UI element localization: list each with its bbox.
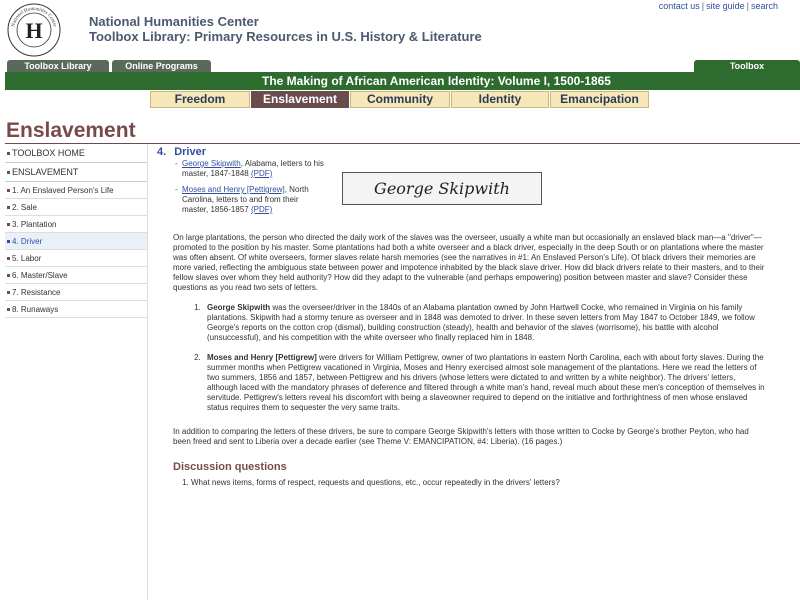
discussion-list — [191, 478, 767, 488]
sidebar-item-label: 3. Plantation — [12, 219, 57, 229]
theme-tab-enslavement[interactable]: Enslavement — [251, 91, 349, 108]
main-content — [157, 147, 777, 488]
item-text: were drivers for William Pettigrew, owner of two plantations in eastern North Carolina, each with about forty slaves. During the summer months when Pettigrew vacationed in Virginia, Moses and Henry exercised almost sole management of the plantations. Here we read the letters of two summers, 1856 and 1857, between Pettigrew and his drivers (whose letters were dictated to and written by a white neighbor). The drivers' letters, although laced with the mandatory phrases of deference and filtered through a white man's hand, reveal much about these men's conception of themselves in servitude. Pettigrew's letters reveal his discomfort with being a slaveowner required to depend on the initiative and forthrightness of men whose enslaved status requires them to sequester the very same traits. — [207, 353, 765, 412]
sidebar — [5, 144, 147, 318]
contact-link[interactable]: contact us — [658, 1, 700, 11]
bullet-icon — [7, 308, 10, 311]
sidebar-item-label: ENSLAVEMENT — [12, 167, 79, 177]
nhc-logo — [6, 2, 62, 58]
sidebar-item-plantation[interactable] — [5, 216, 147, 233]
list-item — [203, 303, 767, 343]
sidebar-item-label: 2. Sale — [12, 202, 37, 212]
svg-text:H: H — [25, 18, 43, 43]
sidebar-item-toolbox-home[interactable] — [5, 144, 147, 163]
bullet-icon — [7, 291, 10, 294]
tab-toolbox-library[interactable]: Toolbox Library — [7, 60, 109, 72]
discussion-question: 1. What news items, forms of respect, requests and questions, etc., occur repeatedly in the drivers' letters? — [191, 478, 767, 488]
sidebar-item-labor[interactable] — [5, 250, 147, 267]
pdf-link[interactable]: (PDF) — [250, 205, 273, 214]
doc-desc: , Alabama, letters to his master, 1847-1848 — [182, 159, 324, 178]
bullet-icon — [7, 171, 10, 174]
page-title: Enslavement — [6, 119, 136, 142]
signature-image: George Skipwith — [342, 172, 542, 205]
sidebar-item-label: 6. Master/Slave — [12, 270, 68, 280]
sidebar-item-label: 4. Driver — [12, 236, 43, 246]
list-item — [203, 353, 767, 413]
bullet-icon — [7, 223, 10, 226]
section-heading — [157, 147, 777, 157]
site-guide-link[interactable]: site guide — [706, 1, 745, 11]
collection-banner — [5, 72, 800, 90]
sidebar-item-enslaved-life[interactable] — [5, 182, 147, 199]
banner-title[interactable]: The Making of African American Identity: Volume I, 1500-1865 — [262, 74, 611, 88]
bullet-icon — [7, 206, 10, 209]
sidebar-item-driver[interactable] — [5, 233, 147, 250]
item-name: George Skipwith — [207, 303, 271, 312]
sidebar-item-label: TOOLBOX HOME — [12, 148, 85, 158]
tab-toolbox[interactable]: Toolbox — [694, 60, 800, 72]
sidebar-divider — [147, 144, 148, 600]
sidebar-item-label: 5. Labor — [12, 253, 42, 263]
section-title: Driver — [174, 146, 206, 158]
bullet-icon — [7, 189, 10, 192]
sidebar-item-runaways[interactable] — [5, 301, 147, 318]
doc-desc: , North Carolina, letters to and from their master, 1856-1857 — [182, 185, 309, 214]
document-list — [175, 159, 325, 215]
item-name: Moses and Henry [Pettigrew] — [207, 353, 317, 362]
pdf-link[interactable]: (PDF) — [250, 169, 273, 178]
sidebar-item-master-slave[interactable] — [5, 267, 147, 284]
bullet-icon — [7, 152, 10, 155]
site-subtitle[interactable]: Toolbox Library: Primary Resources in U.S. History & Literature — [89, 29, 482, 44]
sidebar-item-label: 7. Resistance — [12, 287, 61, 297]
intro-paragraph: On large plantations, the person who directed the daily work of the slaves was the overseer, usually a white man but occasionally an enslaved black man—a "driver"—promoted to the position by his master. Some plantations had both a white overseer and a black driver, especially in the deep South or on plantations where the master was often absent. Of white overseers, former slaves relate harsh memories (see the narratives in #1: An Enslaved Person's Life). Of black drivers their memories are more varied, reflecting the ambiguous state between power and impotence inhabited by the black slave driver. How did black drivers relate to their masters, and to their fellow slaves over whom they held authority? How did they adapt to the vulnerable (and perhaps empowering) position between master and slave? Consider these questions as you read two sets of letters. — [173, 233, 765, 292]
reading-list — [203, 303, 767, 413]
tab-online-programs[interactable]: Online Programs — [112, 60, 211, 72]
top-links: contact us | site guide | search — [658, 1, 778, 11]
site-header — [89, 14, 482, 44]
top-tabs — [5, 60, 800, 72]
sidebar-item-label: 8. Runaways — [12, 304, 59, 314]
document-item — [175, 185, 325, 215]
sidebar-item-sale[interactable] — [5, 199, 147, 216]
sidebar-item-resistance[interactable] — [5, 284, 147, 301]
theme-tab-freedom[interactable]: Freedom — [150, 91, 250, 108]
document-item — [175, 159, 325, 179]
search-link[interactable]: search — [750, 1, 778, 11]
org-name[interactable]: National Humanities Center — [89, 14, 259, 29]
svg-text:National Humanities Center: National Humanities Center — [11, 6, 57, 28]
bullet-icon — [7, 240, 10, 243]
theme-tab-identity[interactable]: Identity — [451, 91, 549, 108]
closing-paragraph: In addition to comparing the letters of these drivers, be sure to compare George Skipwith's letters with those written to Cocke by George's brother Peyton, who had been freed and sent to Liberia over a decade earlier (see Theme V: EMANCIPATION, #4: Liberia). (16 pages.) — [173, 427, 749, 446]
doc-link-skipwith[interactable]: George Skipwith — [182, 159, 241, 168]
doc-link-pettigrew[interactable]: Moses and Henry [Pettigrew] — [182, 185, 285, 194]
theme-tab-community[interactable]: Community — [350, 91, 450, 108]
bullet-icon — [7, 274, 10, 277]
section-number: 4. — [157, 146, 167, 158]
sidebar-item-label: 1. An Enslaved Person's Life — [12, 185, 114, 195]
theme-tab-emancipation[interactable]: Emancipation — [550, 91, 649, 108]
bullet-icon — [7, 257, 10, 260]
item-text: was the overseer/driver in the 1840s of an Alabama plantation owned by John Hartwell Cocke, who remained in Virginia on his family plantations. Skipwith had a stormy tenure as overseer and in 1848 was demoted to driver. In these seven letters from May 1847 to October 1849, we follow George's reports on the cotton crop (dismal), building construction (steady), health and behavior of the slaves (worrisome), his battle with alcohol (unsuccessful), and his competition with the white overseer who finally replaced him in 1848. — [207, 303, 755, 342]
sidebar-item-enslavement[interactable] — [5, 163, 147, 182]
discussion-heading: Discussion questions — [173, 461, 287, 473]
